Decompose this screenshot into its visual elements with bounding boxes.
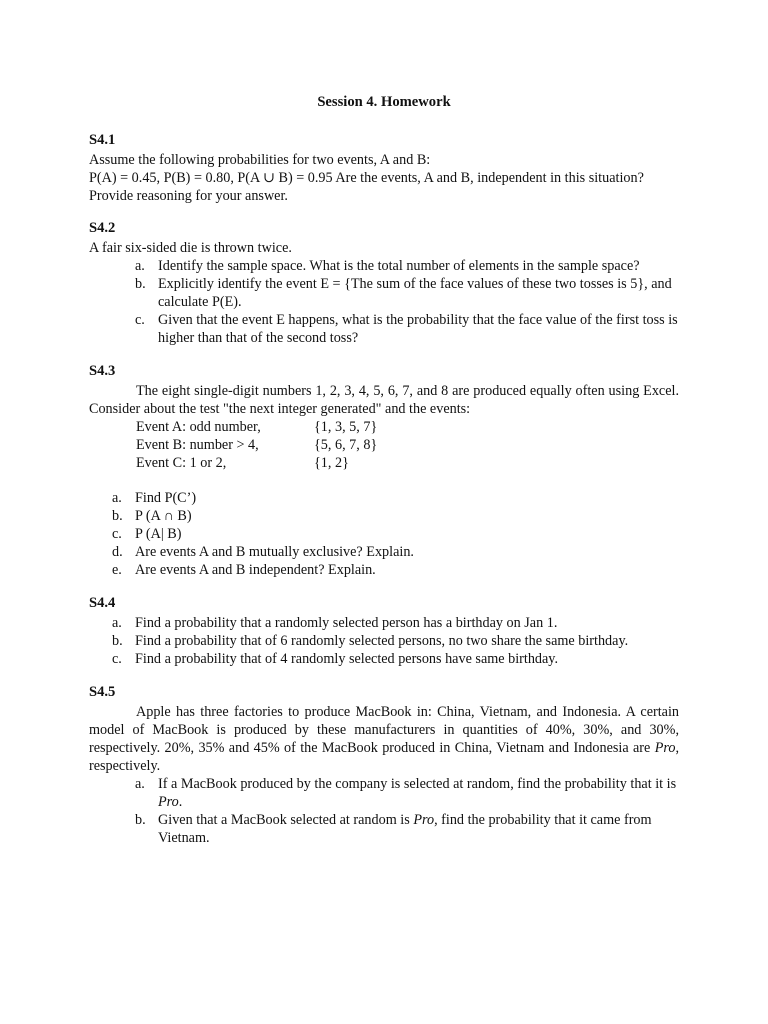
list-marker: c. bbox=[112, 651, 122, 667]
list-marker: a. bbox=[112, 615, 122, 631]
list-item bbox=[89, 775, 679, 811]
section-heading: S4.2 bbox=[89, 220, 116, 236]
event-row bbox=[89, 418, 689, 436]
list-item-text: Find a probability that of 6 randomly selected persons, no two share the same birthday. bbox=[135, 633, 629, 649]
list-item-text: P (A ∩ B) bbox=[135, 508, 192, 524]
list-item-text: Given that the event E happens, what is the probability that the face value of the first toss is higher than that of the second toss? bbox=[158, 312, 678, 346]
pro-term: Pro bbox=[158, 794, 179, 810]
list-item-text: Find P(C’) bbox=[135, 490, 197, 506]
list-item-text: Are events A and B independent? Explain. bbox=[135, 562, 376, 578]
probabilities-line: P(A) = 0.45, P(B) = 0.80, P(A ∪ B) = 0.95 Are the events, A and B, independent in this situation? bbox=[89, 170, 644, 186]
list-marker: e. bbox=[112, 562, 122, 578]
list-item bbox=[89, 543, 689, 561]
pro-term: Pro bbox=[413, 812, 435, 828]
section-intro: Assume the following probabilities for two events, A and B: bbox=[89, 152, 431, 168]
list-item bbox=[89, 650, 689, 668]
list-item bbox=[89, 811, 679, 847]
list-item bbox=[89, 561, 689, 579]
section-s4-5 bbox=[89, 683, 689, 847]
section-s4-4 bbox=[89, 594, 689, 668]
list-item-text-end: . bbox=[178, 794, 183, 810]
list-item bbox=[89, 614, 689, 632]
list-marker: b. bbox=[112, 508, 123, 524]
list-item-text: If a MacBook produced by the company is selected at random, find the probability that it is bbox=[158, 776, 677, 792]
intro-text: Apple has three factories to produce MacBook in: China, Vietnam, and Indonesia. A certain model of MacBook is produced by these manufacturers in quantities of 40%, 30%, and 30%, respectively. 20%, 35% and 45% of the MacBook produced in China, Vietnam and Indonesia are bbox=[89, 704, 679, 756]
section-heading: S4.4 bbox=[89, 595, 116, 611]
section-heading: S4.5 bbox=[89, 684, 116, 700]
section-intro: The eight single-digit numbers 1, 2, 3, 4, 5, 6, 7, and 8 are produced equally often using Excel. Consider about the test "the next integer generated" and the events: bbox=[89, 383, 679, 417]
list-marker: b. bbox=[135, 276, 146, 292]
event-name: Event A: odd number, bbox=[136, 419, 261, 435]
list-marker: b. bbox=[112, 633, 123, 649]
section-intro bbox=[89, 703, 679, 775]
list-item-text-end: , find the probability that it came from Vietnam. bbox=[158, 812, 652, 846]
section-s4-2 bbox=[89, 219, 689, 347]
event-name: Event B: number > 4, bbox=[136, 437, 259, 453]
section-intro: A fair six-sided die is thrown twice. bbox=[89, 240, 292, 256]
list-item bbox=[89, 311, 679, 347]
section-heading: S4.3 bbox=[89, 363, 116, 379]
pro-term: Pro bbox=[654, 740, 676, 756]
event-set: {1, 2} bbox=[314, 455, 349, 471]
event-name: Event C: 1 or 2, bbox=[136, 455, 227, 471]
list-marker: a. bbox=[112, 490, 122, 506]
event-row bbox=[89, 454, 689, 472]
list-item bbox=[89, 525, 689, 543]
intro-text-end: , respectively. bbox=[89, 740, 679, 774]
list-item-text: Find a probability that of 4 randomly selected persons have same birthday. bbox=[135, 651, 559, 667]
list-item bbox=[89, 632, 689, 650]
list-item-text: Identify the sample space. What is the total number of elements in the sample space? bbox=[158, 258, 640, 274]
section-heading: S4.1 bbox=[89, 132, 116, 148]
list-marker: d. bbox=[112, 544, 123, 560]
list-marker: c. bbox=[135, 312, 145, 328]
list-marker: a. bbox=[135, 776, 145, 792]
list-marker: a. bbox=[135, 258, 145, 274]
reasoning-line: Provide reasoning for your answer. bbox=[89, 188, 288, 204]
event-set: {5, 6, 7, 8} bbox=[314, 437, 378, 453]
list-item bbox=[89, 489, 689, 507]
section-s4-3 bbox=[89, 362, 689, 579]
event-set: {1, 3, 5, 7} bbox=[314, 419, 378, 435]
list-item-text: Find a probability that a randomly selected person has a birthday on Jan 1. bbox=[135, 615, 558, 631]
list-item bbox=[89, 257, 679, 275]
event-row bbox=[89, 436, 689, 454]
list-item bbox=[89, 507, 689, 525]
list-item-text: Explicitly identify the event E = {The sum of the face values of these two tosses is 5}, and calculate P(E). bbox=[158, 276, 672, 310]
page-title: Session 4. Homework bbox=[317, 94, 451, 110]
section-s4-1 bbox=[89, 131, 689, 205]
list-item-text: Are events A and B mutually exclusive? Explain. bbox=[135, 544, 414, 560]
list-marker: c. bbox=[112, 526, 122, 542]
list-marker: b. bbox=[135, 812, 146, 828]
list-item-text: Given that a MacBook selected at random is bbox=[158, 812, 414, 828]
list-item-text: P (A| B) bbox=[135, 526, 182, 542]
list-item bbox=[89, 275, 679, 311]
